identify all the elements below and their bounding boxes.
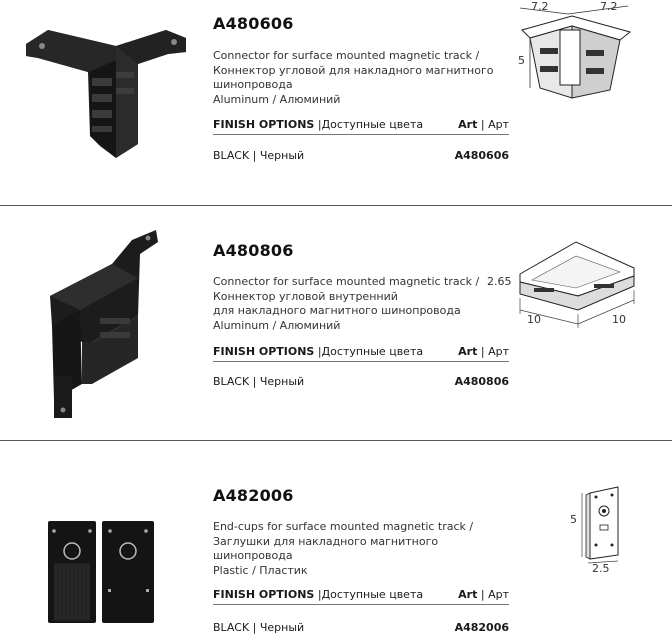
finish-options-header: FINISH OPTIONS |Доступные цвета Art | Арт [213, 588, 509, 601]
product-sku: A480606 [213, 14, 294, 33]
finish-options-rule [213, 361, 509, 362]
product-sku: A480806 [213, 241, 294, 260]
dimension-length-a: 10 [527, 313, 541, 326]
finish-option-row: BLACK | Черный A482006 [213, 621, 509, 634]
finish-option-row: BLACK | Черный A480806 [213, 375, 509, 388]
finish-options-rule [213, 134, 509, 135]
product-a482006 [0, 441, 672, 641]
dimension-height: 2.65 [487, 275, 512, 288]
dimension-width: 2.5 [592, 562, 610, 575]
dimension-width-b: 7.2 [600, 0, 618, 13]
product-description: End-cups for surface mounted magnetic track / Заглушки для накладного магнитного шинопровода Plastic / Пластик [213, 520, 474, 577]
product-sku: A482006 [213, 486, 294, 505]
dimension-length-b: 10 [612, 313, 626, 326]
dimension-width-a: 7.2 [531, 0, 549, 13]
dimension-drawing [510, 0, 640, 115]
product-a480606 [0, 0, 672, 205]
end-cups-photo [46, 519, 158, 627]
product-description: Connector for surface mounted magnetic track / Коннектор угловой внутренний для накладного магнитного шинопровода Aluminum / Алюминий [213, 275, 480, 332]
dimension-height: 5 [570, 513, 577, 526]
dimension-drawing [576, 485, 626, 565]
dimension-height: 5 [518, 54, 525, 67]
finish-options-header: FINISH OPTIONS |Доступные цвета Art | Арт [213, 345, 509, 358]
inner-corner-connector-photo [40, 226, 180, 426]
finish-options-rule [213, 604, 509, 605]
corner-connector-photo [18, 16, 193, 161]
finish-options-header: FINISH OPTIONS |Доступные цвета Art | Арт [213, 118, 509, 131]
product-description: Connector for surface mounted magnetic track / Коннектор угловой для накладного магнитного шинопровода Aluminum / Алюминий [213, 49, 494, 106]
finish-option-row: BLACK | Черный A480606 [213, 149, 509, 162]
product-a480806 [0, 206, 672, 440]
